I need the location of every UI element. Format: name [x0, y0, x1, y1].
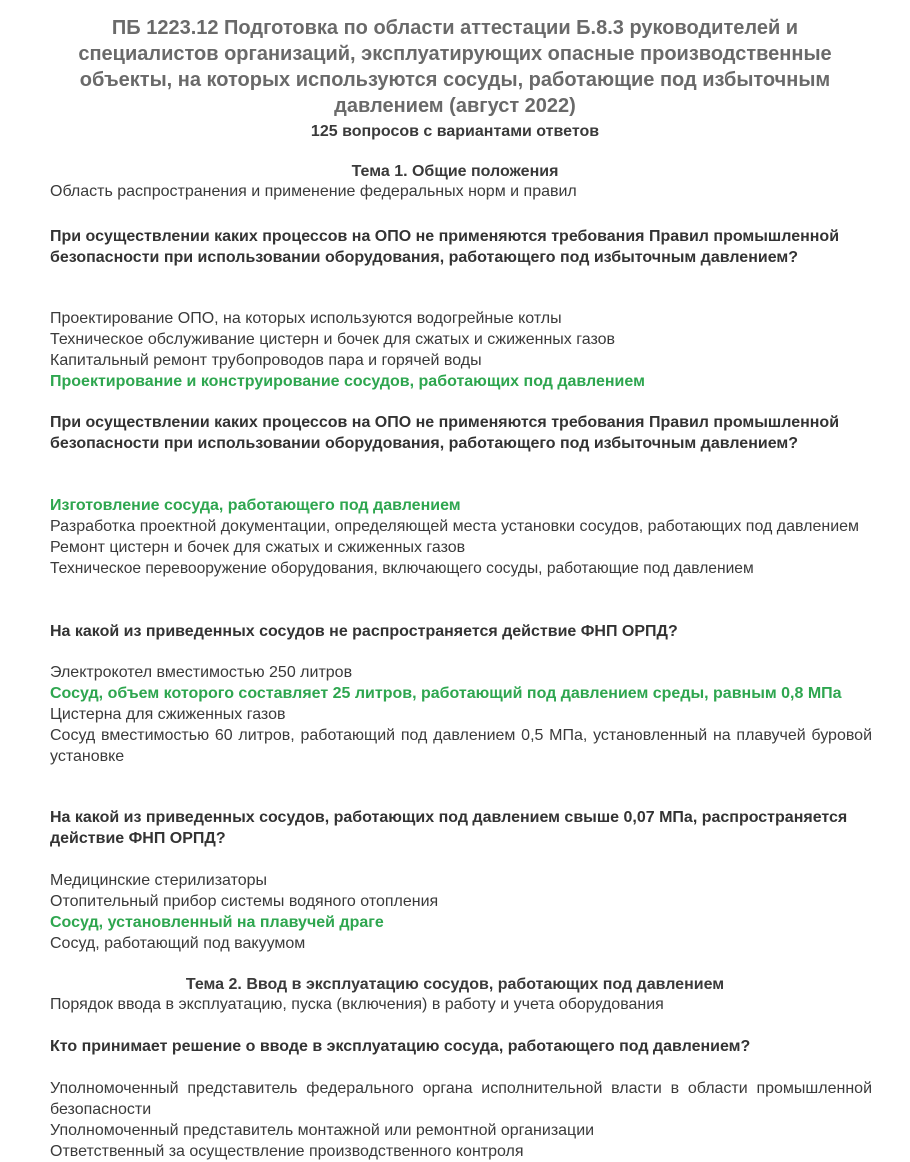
topic2-subtitle: Порядок ввода в эксплуатацию, пуска (включения) в работу и учета оборудования [50, 996, 664, 1013]
document-title: ПБ 1223.12 Подготовка по области аттестации Б.8.3 руководителей и специалистов организаций, эксплуатирующих опасные производственные объекты, на которых используются сосуды, работающие под избыточным давлением (август 2022) [78, 17, 832, 117]
question-1: При осуществлении каких процессов на ОПО не применяются требования Правил промышленной безопасности при использовании оборудования, работающего под избыточным давлением? [50, 228, 840, 266]
answer: Техническое перевооружение оборудования, включающего сосуды, работающие под давлением [50, 560, 754, 577]
answer: Цистерна для сжиженных газов [50, 706, 286, 723]
answer: Уполномоченный представитель федерального органа исполнительной власти в области промышленной безопасности [50, 1080, 872, 1118]
answer: Отопительный прибор системы водяного отопления [50, 893, 439, 910]
correct-answer: Изготовление сосуда, работающего под давлением [50, 497, 461, 514]
answer: Электрокотел вместимостью 250 литров [50, 664, 353, 681]
answers-1 [50, 308, 872, 392]
question-3: На какой из приведенных сосудов не распространяется действие ФНП ОРПД? [50, 623, 678, 640]
document-subtitle: 125 вопросов с вариантами ответов [310, 123, 600, 140]
answers-2 [50, 495, 872, 579]
answers-5 [50, 1078, 872, 1162]
answer: Сосуд вместимостью 60 литров, работающий под давлением 0,5 МПа, установленный на плавучей буровой установке [50, 727, 872, 765]
answer: Уполномоченный представитель монтажной или ремонтной организации [50, 1122, 595, 1139]
correct-answer: Проектирование и конструирование сосудов, работающих под давлением [50, 373, 645, 390]
answer: Разработка проектной документации, определяющей места установки сосудов, работающих под давлением [50, 518, 860, 535]
answers-3 [50, 662, 872, 767]
answer: Медицинские стерилизаторы [50, 872, 268, 889]
topic1-subtitle: Область распространения и применение федеральных норм и правил [50, 183, 577, 200]
question-2: При осуществлении каких процессов на ОПО не применяются требования Правил промышленной безопасности при использовании оборудования, работающего под избыточным давлением? [50, 414, 840, 452]
correct-answer: Сосуд, установленный на плавучей драге [50, 914, 384, 931]
answer: Сосуд, работающий под вакуумом [50, 935, 306, 952]
question-5: Кто принимает решение о вводе в эксплуатацию сосуда, работающего под давлением? [50, 1038, 751, 1055]
topic1-title: Тема 1. Общие положения [351, 163, 559, 180]
answer: Проектирование ОПО, на которых используются водогрейные котлы [50, 310, 562, 327]
answers-4 [50, 870, 872, 954]
answer: Ответственный за осуществление производственного контроля [50, 1143, 524, 1160]
question-4: На какой из приведенных сосудов, работающих под давлением свыше 0,07 МПа, распространяется действие ФНП ОРПД? [50, 809, 848, 847]
correct-answer: Сосуд, объем которого составляет 25 литров, работающий под давлением среды, равным 0,8 МПа [50, 685, 842, 702]
answer: Капитальный ремонт трубопроводов пара и горячей воды [50, 352, 482, 369]
topic2-title: Тема 2. Ввод в эксплуатацию сосудов, работающих под давлением [185, 976, 725, 993]
answer: Техническое обслуживание цистерн и бочек для сжатых и сжиженных газов [50, 331, 615, 348]
answer: Ремонт цистерн и бочек для сжатых и сжиженных газов [50, 539, 466, 556]
